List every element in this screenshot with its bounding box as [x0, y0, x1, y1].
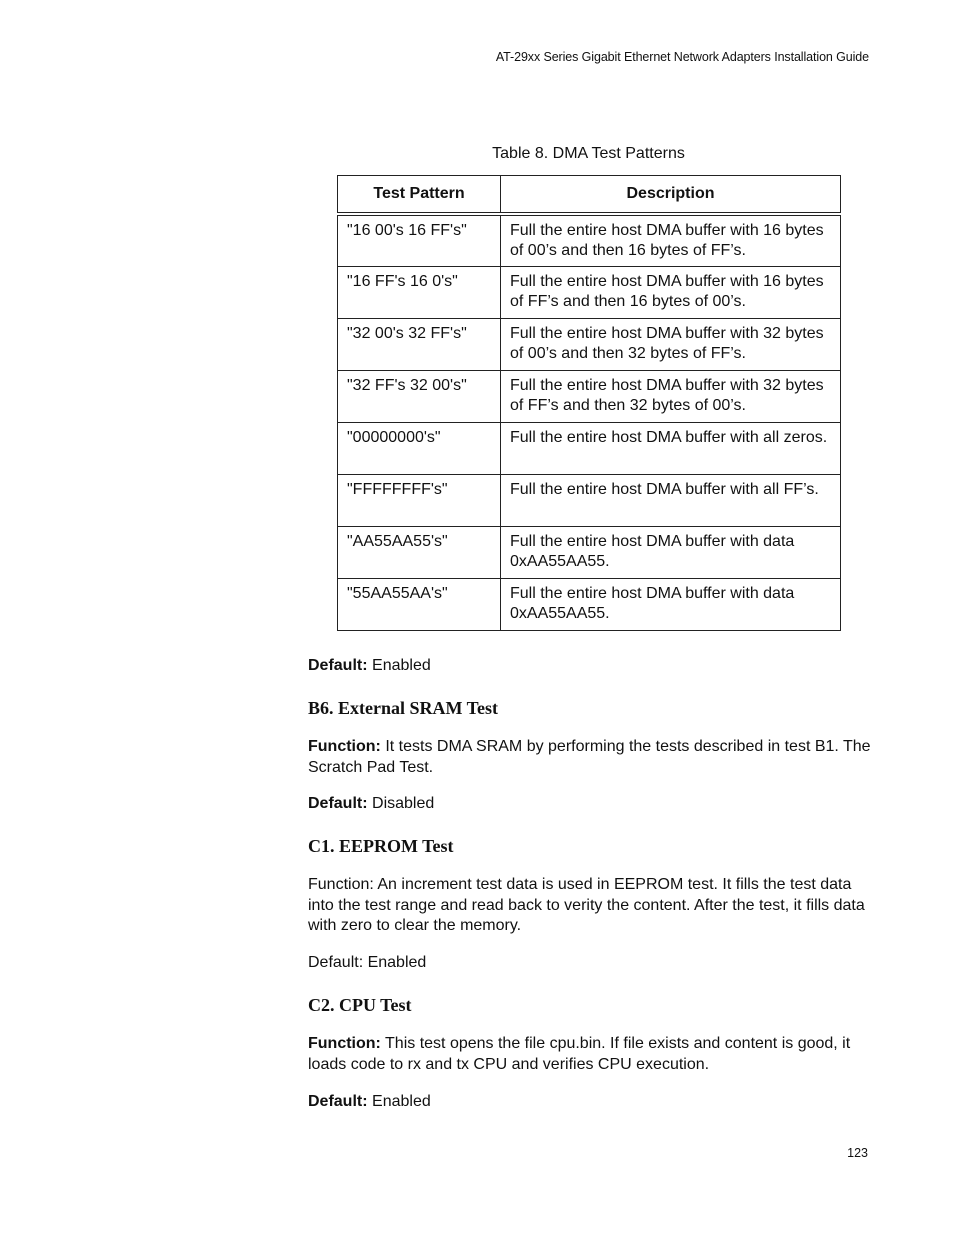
- default-label: Default:: [308, 657, 368, 674]
- pattern-cell: "00000000's": [338, 422, 501, 474]
- c2-function-paragraph: [308, 1034, 873, 1075]
- b6-function-paragraph: [308, 737, 873, 778]
- default-value: Enabled: [372, 657, 431, 674]
- column-header-test-pattern: Test Pattern: [338, 176, 501, 215]
- pattern-cell: "16 00's 16 FF's": [338, 214, 501, 266]
- function-label: Function:: [308, 738, 381, 755]
- c2-default: [308, 1092, 873, 1113]
- description-cell: Full the entire host DMA buffer with 32 bytes of FF’s and then 32 bytes of 00’s.: [501, 370, 841, 422]
- table-row: [338, 266, 841, 318]
- page-number: 123: [847, 1146, 868, 1160]
- pattern-cell: "16 FF's 16 0's": [338, 266, 501, 318]
- dma-test-patterns-table: [337, 175, 841, 631]
- pattern-cell: "32 FF's 32 00's": [338, 370, 501, 422]
- pattern-cell: "32 00's 32 FF's": [338, 318, 501, 370]
- table-caption: Table 8. DMA Test Patterns: [492, 145, 685, 162]
- c1-default: Default: Enabled: [308, 954, 427, 971]
- pattern-cell: "AA55AA55's": [338, 526, 501, 578]
- heading-c2: C2. CPU Test: [308, 995, 412, 1015]
- description-cell: Full the entire host DMA buffer with data 0xAA55AA55.: [501, 578, 841, 630]
- function-label: Function:: [308, 1035, 381, 1052]
- default-value: Disabled: [372, 795, 435, 812]
- table-row: [338, 474, 841, 526]
- column-header-description: Description: [501, 176, 841, 215]
- table-row: [338, 214, 841, 266]
- function-text: This test opens the file cpu.bin. If file exists and content is good, it loads code to rx and tx CPU and verifies CPU execution.: [308, 1035, 851, 1073]
- description-cell: Full the entire host DMA buffer with 16 bytes of 00’s and then 16 bytes of FF’s.: [501, 214, 841, 266]
- default-value: Enabled: [372, 1093, 431, 1110]
- pattern-cell: "FFFFFFFF's": [338, 474, 501, 526]
- heading-c1: C1. EEPROM Test: [308, 836, 454, 856]
- running-header: AT-29xx Series Gigabit Ethernet Network Adapters Installation Guide: [495, 50, 869, 64]
- default-enabled-1: [308, 656, 873, 677]
- function-text: It tests DMA SRAM by performing the tests described in test B1. The Scratch Pad Test.: [308, 738, 871, 776]
- table-row: [338, 422, 841, 474]
- b6-default: [308, 794, 873, 815]
- description-cell: Full the entire host DMA buffer with all zeros.: [501, 422, 841, 474]
- description-cell: Full the entire host DMA buffer with data 0xAA55AA55.: [501, 526, 841, 578]
- default-label: Default:: [308, 795, 368, 812]
- table-header-row: [338, 176, 841, 215]
- c1-function-paragraph: Function: An increment test data is used in EEPROM test. It fills the test data into the test range and read back to verity the content. After the test, it fills data with zero to clear the memory.: [308, 876, 865, 934]
- table-row: [338, 526, 841, 578]
- description-cell: Full the entire host DMA buffer with 32 bytes of 00’s and then 32 bytes of FF’s.: [501, 318, 841, 370]
- table-row: [338, 370, 841, 422]
- heading-b6: B6. External SRAM Test: [308, 698, 499, 718]
- pattern-cell: "55AA55AA's": [338, 578, 501, 630]
- table-row: [338, 578, 841, 630]
- description-cell: Full the entire host DMA buffer with 16 bytes of FF’s and then 16 bytes of 00’s.: [501, 266, 841, 318]
- description-cell: Full the entire host DMA buffer with all FF’s.: [501, 474, 841, 526]
- table-row: [338, 318, 841, 370]
- default-label: Default:: [308, 1093, 368, 1110]
